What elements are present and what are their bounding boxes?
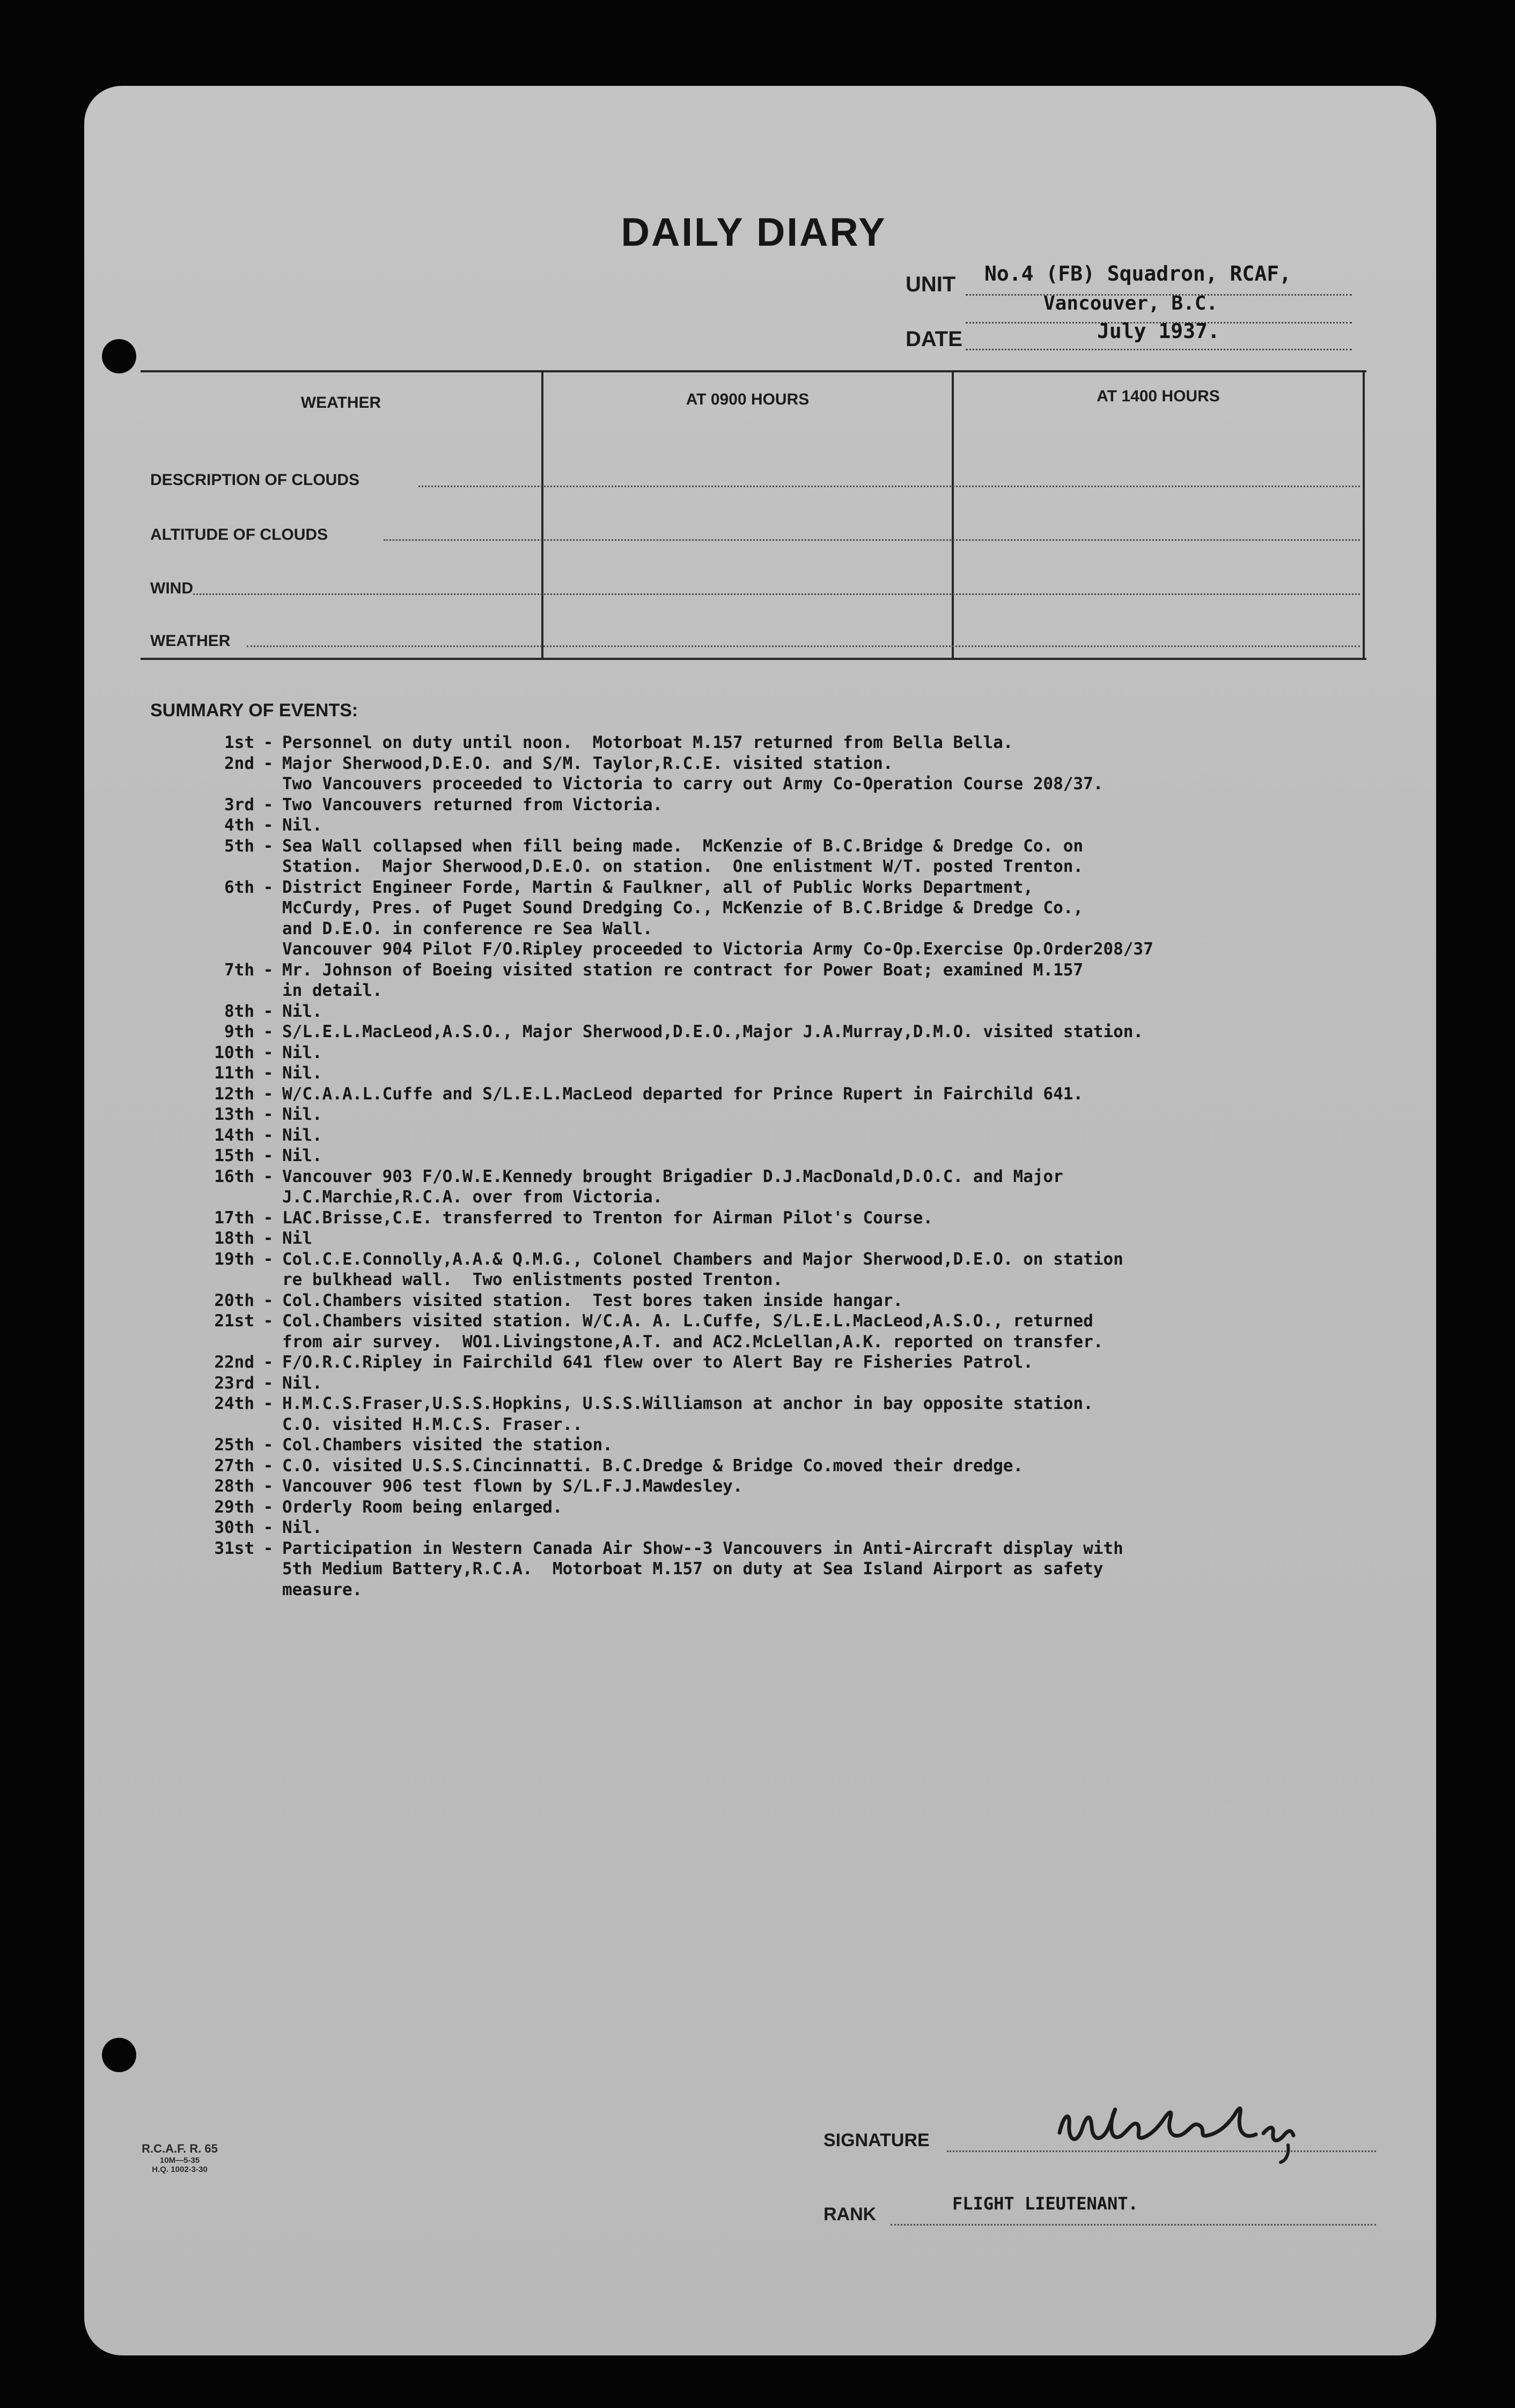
event-day: 12th xyxy=(214,1084,254,1104)
event-text: Nil. xyxy=(282,816,322,835)
event-dash: - xyxy=(263,1394,274,1413)
rank-line xyxy=(891,2224,1376,2226)
event-dash: - xyxy=(263,1229,274,1248)
event-day: 5th xyxy=(224,836,254,856)
event-dash: - xyxy=(263,1001,274,1021)
event-entry xyxy=(172,836,1448,857)
date-dotted-line xyxy=(966,349,1352,350)
event-day: 8th xyxy=(224,1001,254,1021)
event-entry xyxy=(172,1538,1448,1559)
weather-table-right-border xyxy=(1363,370,1365,660)
event-text-continued: Two Vancouvers proceeded to Victoria to carry out Army Co-Operation Course 208/37. xyxy=(282,774,1104,794)
event-day: 25th xyxy=(214,1435,254,1455)
row-line-description-of-clouds xyxy=(418,486,1360,487)
event-entry xyxy=(172,1497,1448,1518)
event-dash: - xyxy=(263,1477,274,1496)
row-label-description-of-clouds: DESCRIPTION OF CLOUDS xyxy=(150,471,360,489)
event-text: H.M.C.S.Fraser,U.S.S.Hopkins, U.S.S.Williamson at anchor in bay opposite station. xyxy=(282,1394,1093,1413)
event-text-continued: Vancouver 904 Pilot F/O.Ripley proceeded to Victoria Army Co-Op.Exercise Op.Order208/37 xyxy=(282,939,1153,959)
event-entry xyxy=(172,1290,1448,1311)
event-entry xyxy=(172,1084,1448,1105)
event-dash: - xyxy=(263,1249,274,1269)
event-text-continued: measure. xyxy=(282,1580,363,1599)
event-day: 14th xyxy=(214,1125,254,1145)
form-code xyxy=(137,2142,223,2174)
rank-label: RANK xyxy=(823,2204,877,2225)
event-text: S/L.E.L.MacLeod,A.S.O., Major Sherwood,D.E.O.,Major J.A.Murray,D.M.O. visited station. xyxy=(282,1022,1144,1041)
col-header-0900: AT 0900 HOURS xyxy=(686,391,810,408)
event-dash: - xyxy=(263,1538,274,1558)
event-text: Personnel on duty until noon. Motorboat M.157 returned from Bella Bella. xyxy=(282,733,1013,752)
event-dash: - xyxy=(263,1435,274,1455)
event-text: Sea Wall collapsed when fill being made. McKenzie of B.C.Bridge & Dredge Co. on xyxy=(282,836,1084,856)
event-day: 6th xyxy=(224,877,254,897)
event-text: Vancouver 903 F/O.W.E.Kennedy brought Brigadier D.J.MacDonald,D.O.C. and Major xyxy=(282,1166,1063,1186)
unit-value-line1: No.4 (FB) Squadron, RCAF, xyxy=(984,262,1291,285)
event-text: Participation in Western Canada Air Show--3 Vancouvers in Anti-Aircraft display with xyxy=(282,1538,1123,1558)
event-text: Col.Chambers visited station. W/C.A. A. L.Cuffe, S/L.E.L.MacLeod,A.S.O., returned xyxy=(282,1311,1093,1331)
row-label-wind: WIND xyxy=(150,579,193,597)
event-entry xyxy=(172,877,1448,898)
event-day: 2nd xyxy=(224,753,254,773)
event-day: 23rd xyxy=(214,1373,254,1393)
event-text: Col.Chambers visited the station. xyxy=(282,1435,613,1455)
date-label: DATE xyxy=(906,327,962,351)
punch-hole-bottom xyxy=(102,2038,136,2072)
event-day: 29th xyxy=(214,1497,254,1517)
event-day: 18th xyxy=(214,1229,254,1248)
event-text: C.O. visited U.S.S.Cincinnatti. B.C.Dredge & Bridge Co.moved their dredge. xyxy=(282,1456,1024,1475)
event-text: Two Vancouvers returned from Victoria. xyxy=(282,795,663,814)
event-day: 22nd xyxy=(214,1353,254,1372)
event-entry xyxy=(172,1517,1448,1538)
event-day: 7th xyxy=(224,960,254,980)
event-dash: - xyxy=(263,1373,274,1393)
event-day: 28th xyxy=(214,1477,254,1496)
row-line-altitude-of-clouds xyxy=(384,539,1360,541)
event-day: 16th xyxy=(214,1166,254,1186)
row-line-wind xyxy=(193,593,1360,595)
col-header-1400: AT 1400 HOURS xyxy=(1097,387,1220,405)
form-code-line3: H.Q. 1002-3-30 xyxy=(152,2165,208,2174)
event-dash: - xyxy=(263,795,274,814)
event-dash: - xyxy=(263,1290,274,1310)
date-value: July 1937. xyxy=(1097,319,1220,343)
event-day: 24th xyxy=(214,1394,254,1413)
event-text: Vancouver 906 test flown by S/L.F.J.Mawdesley. xyxy=(282,1477,743,1496)
form-code-line1: R.C.A.F. R. 65 xyxy=(142,2142,218,2155)
event-text: Col.C.E.Connolly,A.A.& Q.M.G., Colonel Chambers and Major Sherwood,D.E.O. on station xyxy=(282,1249,1123,1269)
event-text-continued: 5th Medium Battery,R.C.A. Motorboat M.157 on duty at Sea Island Airport as safety xyxy=(282,1559,1104,1579)
event-day: 13th xyxy=(214,1105,254,1124)
event-text: District Engineer Forde, Martin & Faulkner, all of Public Works Department, xyxy=(282,877,1033,897)
summary-heading: SUMMARY OF EVENTS: xyxy=(150,700,358,721)
event-text: Nil. xyxy=(282,1125,322,1145)
event-text: Nil. xyxy=(282,1043,322,1062)
event-entry xyxy=(172,1022,1448,1043)
event-dash: - xyxy=(263,1311,274,1331)
event-day: 3rd xyxy=(224,795,254,814)
event-entry xyxy=(172,1393,1448,1414)
event-dash: - xyxy=(263,1084,274,1104)
event-day: 20th xyxy=(214,1290,254,1310)
event-text-continued: re bulkhead wall. Two enlistments posted Trenton. xyxy=(282,1270,783,1289)
event-text: Mr. Johnson of Boeing visited station re contract for Power Boat; examined M.157 xyxy=(282,960,1084,980)
event-day: 11th xyxy=(214,1063,254,1083)
event-dash: - xyxy=(263,1456,274,1475)
event-entry xyxy=(172,1208,1448,1229)
event-text: Nil. xyxy=(282,1518,322,1537)
event-dash: - xyxy=(263,1063,274,1083)
event-entry xyxy=(172,1476,1448,1497)
unit-value-line2: Vancouver, B.C. xyxy=(1043,292,1218,314)
event-text-continued: in detail. xyxy=(282,981,383,1000)
event-text-continued: McCurdy, Pres. of Puget Sound Dredging Co., McKenzie of B.C.Bridge & Dredge Co., xyxy=(282,898,1084,917)
event-dash: - xyxy=(263,877,274,897)
event-dash: - xyxy=(263,753,274,773)
event-day: 30th xyxy=(214,1518,254,1537)
event-text: Col.Chambers visited station. Test bores taken inside hangar. xyxy=(282,1290,903,1310)
event-day: 4th xyxy=(224,816,254,835)
event-text: LAC.Brisse,C.E. transferred to Trenton for Airman Pilot's Course. xyxy=(282,1208,933,1228)
event-entry xyxy=(172,1373,1448,1394)
events-list xyxy=(172,732,1448,1600)
event-dash: - xyxy=(263,836,274,856)
event-dash: - xyxy=(263,816,274,835)
row-label-altitude-of-clouds: ALTITUDE OF CLOUDS xyxy=(150,526,328,544)
weather-table-divider-2 xyxy=(952,370,954,660)
event-dash: - xyxy=(263,1166,274,1186)
event-day: 9th xyxy=(224,1022,254,1041)
event-day: 1st xyxy=(224,733,254,752)
event-entry xyxy=(172,1001,1448,1022)
event-text: Nil. xyxy=(282,1001,322,1021)
event-entry xyxy=(172,1249,1448,1270)
event-entry xyxy=(172,753,1448,774)
event-day: 17th xyxy=(214,1208,254,1228)
event-dash: - xyxy=(263,1125,274,1145)
event-dash: - xyxy=(263,1208,274,1228)
event-entry xyxy=(172,1146,1448,1166)
event-text: Orderly Room being enlarged. xyxy=(282,1497,563,1517)
event-dash: - xyxy=(263,733,274,752)
form-code-line2: 10M—5-35 xyxy=(159,2156,200,2165)
event-dash: - xyxy=(263,1497,274,1517)
row-label-weather: WEATHER xyxy=(150,632,231,650)
event-entry xyxy=(172,1125,1448,1146)
event-text-continued: J.C.Marchie,R.C.A. over from Victoria. xyxy=(282,1187,663,1207)
event-dash: - xyxy=(263,1146,274,1165)
event-entry xyxy=(172,1352,1448,1373)
punch-hole-top xyxy=(102,339,136,373)
event-dash: - xyxy=(263,1353,274,1372)
event-text-continued: C.O. visited H.M.C.S. Fraser.. xyxy=(282,1414,583,1434)
handwritten-signature xyxy=(1049,2082,1339,2168)
col-header-weather: WEATHER xyxy=(300,394,381,412)
event-entry xyxy=(172,815,1448,836)
unit-label: UNIT xyxy=(906,273,956,296)
event-day: 10th xyxy=(214,1043,254,1062)
weather-table-top-border xyxy=(141,370,1366,372)
event-text: W/C.A.A.L.Cuffe and S/L.E.L.MacLeod departed for Prince Rupert in Fairchild 641. xyxy=(282,1084,1084,1104)
event-day: 31st xyxy=(214,1538,254,1558)
event-text-continued: and D.E.O. in conference re Sea Wall. xyxy=(282,919,653,938)
event-dash: - xyxy=(263,1043,274,1062)
weather-table-bottom-border xyxy=(141,658,1366,660)
event-text-continued: from air survey. WO1.Livingstone,A.T. and AC2.McLellan,A.K. reported on transfer. xyxy=(282,1332,1104,1352)
weather-table-divider-1 xyxy=(541,370,543,660)
event-entry xyxy=(172,1435,1448,1456)
event-day: 19th xyxy=(214,1249,254,1269)
event-entry xyxy=(172,795,1448,816)
event-entry xyxy=(172,1063,1448,1084)
event-entry xyxy=(172,732,1448,753)
event-day: 21st xyxy=(214,1311,254,1331)
event-dash: - xyxy=(263,1518,274,1537)
event-text: Major Sherwood,D.E.O. and S/M. Taylor,R.C.E. visited station. xyxy=(282,753,893,773)
event-dash: - xyxy=(263,1105,274,1124)
event-text: Nil xyxy=(282,1229,312,1248)
event-entry xyxy=(172,1311,1448,1332)
event-text: Nil. xyxy=(282,1105,322,1124)
event-day: 27th xyxy=(214,1456,254,1475)
form-title: DAILY DIARY xyxy=(621,210,887,254)
event-dash: - xyxy=(263,960,274,980)
event-text: Nil. xyxy=(282,1063,322,1083)
event-entry xyxy=(172,1043,1448,1063)
rank-value: FLIGHT LIEUTENANT. xyxy=(952,2193,1138,2214)
signature-label: SIGNATURE xyxy=(823,2130,930,2150)
event-entry xyxy=(172,1456,1448,1477)
event-text: Nil. xyxy=(282,1373,322,1393)
event-text-continued: Station. Major Sherwood,D.E.O. on station. One enlistment W/T. posted Trenton. xyxy=(282,857,1084,876)
event-entry xyxy=(172,960,1448,981)
event-entry xyxy=(172,1104,1448,1125)
event-text: F/O.R.C.Ripley in Fairchild 641 flew over to Alert Bay re Fisheries Patrol. xyxy=(282,1353,1033,1372)
event-day: 15th xyxy=(214,1146,254,1165)
event-entry xyxy=(172,1228,1448,1249)
event-entry xyxy=(172,1166,1448,1187)
row-line-weather xyxy=(247,645,1360,647)
event-dash: - xyxy=(263,1022,274,1041)
event-text: Nil. xyxy=(282,1146,322,1165)
